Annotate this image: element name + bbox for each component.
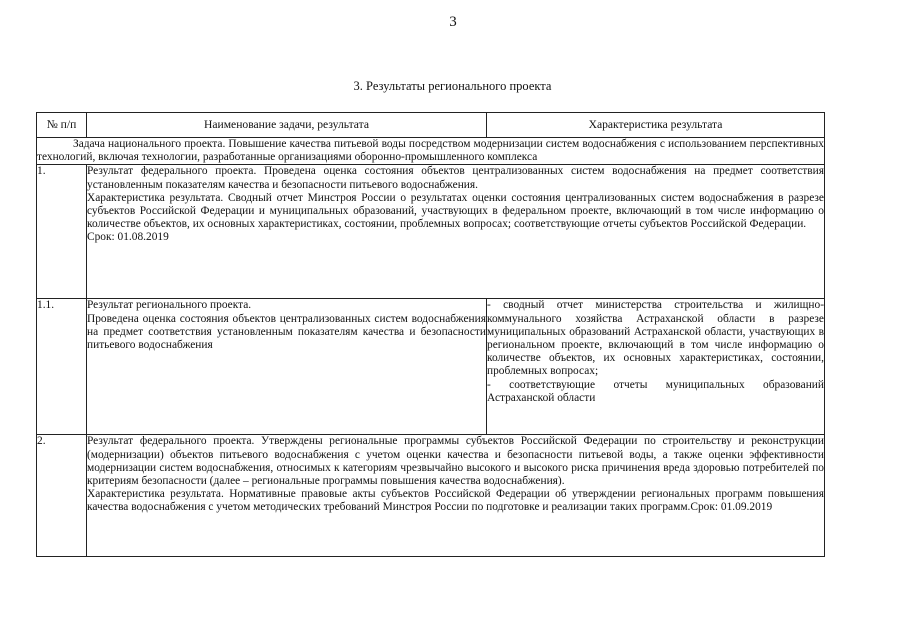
row-number: 2. [37,435,87,557]
row-content [87,435,825,557]
row-number: 1.1. [37,299,87,435]
characteristic-item-2: - соответствующие отчеты муниципальных образований Астраханской области [487,378,824,404]
regional-characteristic-cell [487,299,825,435]
characteristic-item-1: - сводный отчет министерства строительства и жилищно-коммунального хозяйства Астраханской области в разрезе муниципальных образований Астраханской области, участвующих в региональном проекте, включающий в том числе информацию о количестве объектов, их основных характеристиках, состоянии, проблемных вопросах; [487,299,824,378]
table-row [37,299,825,435]
header-name: Наименование задачи, результата [87,113,487,138]
result-characteristic-text: Характеристика результата. Сводный отчет Минстроя России о результатах оценки состояния централизованных систем водоснабжения в разрезе субъектов Российской Федерации и муниципальных образований, участвующих в федеральном проекте, включающий в том числе информацию о количестве объектов, их основных характеристиках, состоянии, проблемных вопросах; соответствующие отчеты субъектов Российской Федерации. [87,191,824,231]
task-row [37,138,825,165]
regional-result-text: Проведена оценка состояния объектов централизованных систем водоснабжения на предмет соответствия установленным показателям качества и безопасности питьевого водоснабжения [87,312,486,352]
header-num: № п/п [37,113,87,138]
deadline-text: Срок: 01.08.2019 [87,231,169,244]
header-characteristic: Характеристика результата [487,113,825,138]
page-number: 3 [449,14,457,30]
result-characteristic-text: Характеристика результата. Нормативные правовые акты субъектов Российской Федерации об утверждении региональных программ повышения качества водоснабжения с учетом методических требований Минстроя России по подготовке и реализации таких программ.Срок: 01.09.2019 [87,488,824,514]
national-task-text: Задача национального проекта. Повышение качества питьевой воды посредством модернизации систем водоснабжения с использованием перспективных технологий, включая технологии, разработанные организациями оборонно-промышленного комплекса [37,138,824,164]
regional-result-title: Результат регионального проекта. [87,299,252,312]
results-table [36,112,825,557]
table-row [37,435,825,557]
row-number: 1. [37,165,87,299]
regional-result-cell [87,299,487,435]
federal-result-text: Результат федерального проекта. Утверждены региональные программы субъектов Российской Федерации по строительству и реконструкции (модернизации) объектов питьевого водоснабжения с учетом оценки качества и безопасности питьевой воды, а также оценки эффективности модернизации систем водоснабжения, относимых к категориям чрезвычайно высокого и высокого риска причинения вреда здоровью потребителей по критериям безопасности (далее – региональные программы повышения качества водоснабжения). [87,435,824,488]
table-header-row [37,113,825,138]
table-row [37,165,825,299]
federal-result-text: Результат федерального проекта. Проведена оценка состояния объектов централизованных систем водоснабжения на предмет соответствия установленным показателям качества и безопасности питьевого водоснабжения. [87,165,824,191]
row-content [87,165,825,299]
section-title: 3. Результаты регионального проекта [353,79,552,93]
